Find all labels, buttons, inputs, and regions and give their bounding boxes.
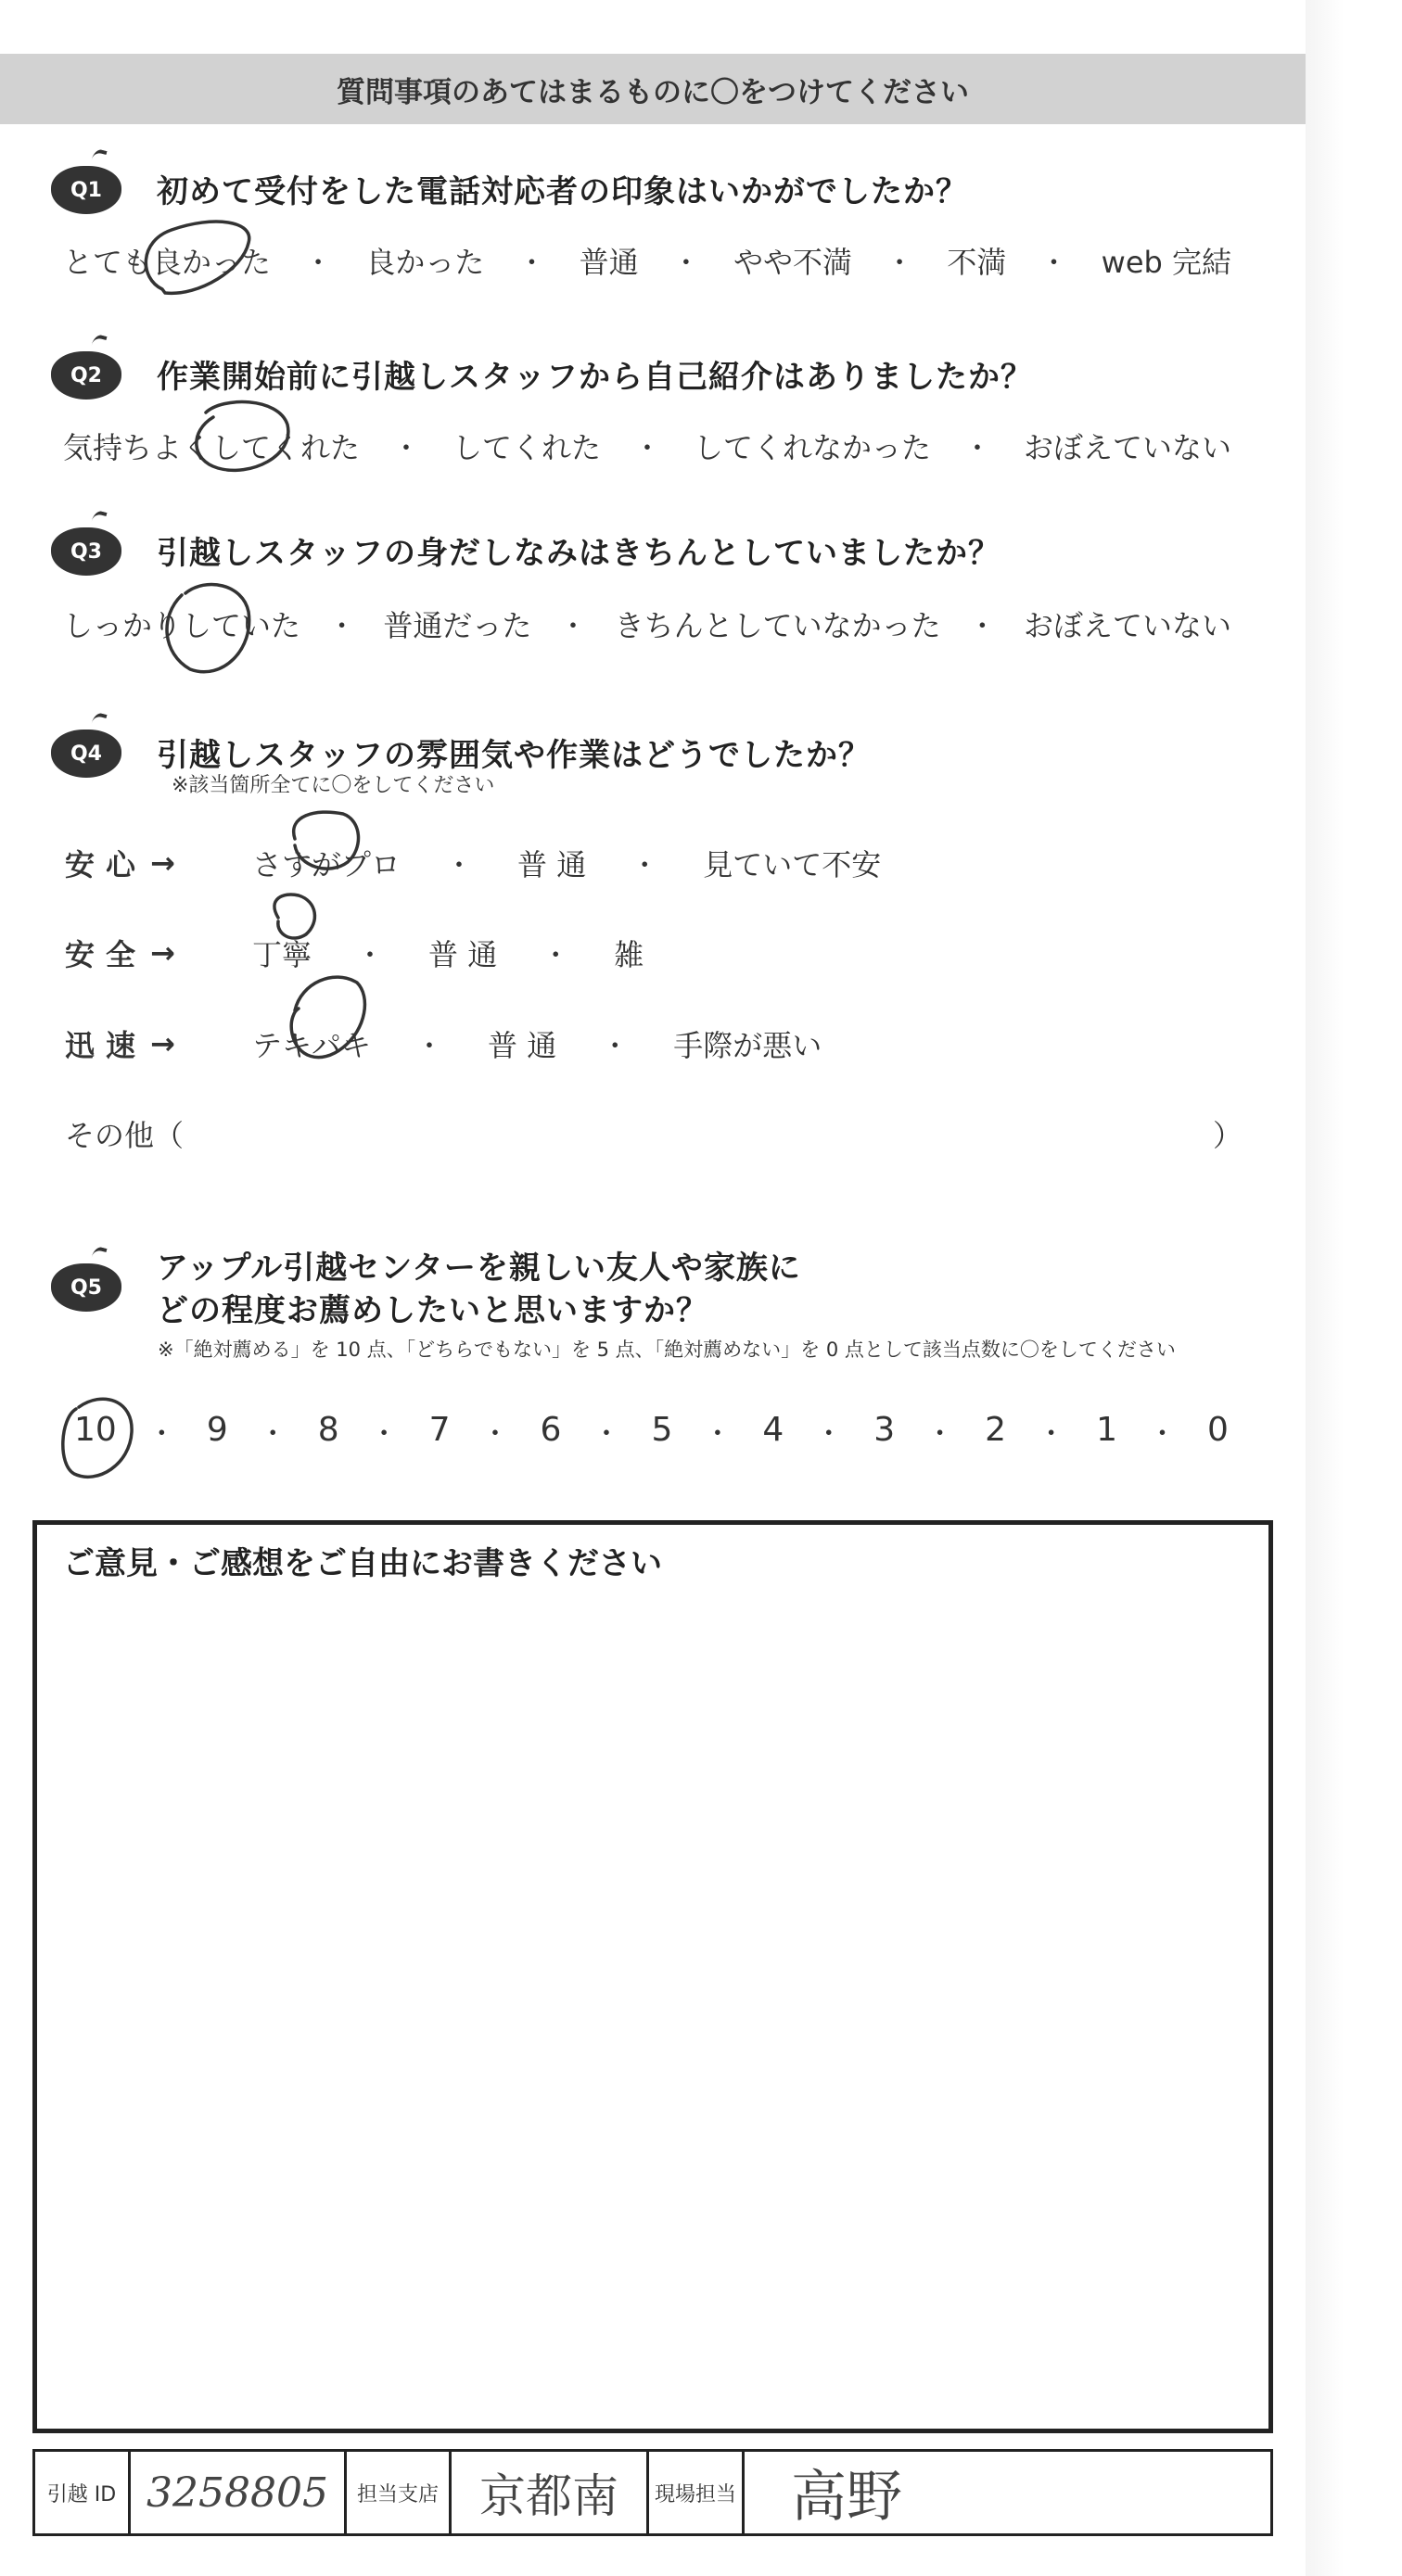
staff-label: 現場担当 [654,2482,736,2506]
question-3 [51,524,1001,576]
arrow-right-icon: → [150,1026,175,1061]
q1-option[interactable]: とても良かった [63,245,272,280]
score-option[interactable]: 6 [540,1411,562,1449]
q4-option[interactable]: 手際が悪い [673,1028,822,1063]
q4-row-label: 安全 [65,937,147,972]
q4-option[interactable]: 普 通 [428,937,498,972]
arrow-right-icon: → [150,845,175,881]
score-option[interactable]: 9 [206,1411,228,1449]
apple-icon: Q1 [51,162,121,214]
q2-option[interactable]: してくれた [452,430,601,465]
q4-row-anzen: 安全 → 丁寧 ・ 普 通 ・ 雑 [65,932,688,974]
move-id-value: 3258805 [147,2468,328,2517]
q4-other-close: ） [1212,1118,1243,1153]
move-id-label: 引越 ID [46,2482,117,2506]
q4-option[interactable]: 丁寧 [252,937,312,972]
q2-option[interactable]: おぼえていない [1023,430,1231,465]
q3-option[interactable]: 普通だった [383,608,532,643]
q4-option[interactable]: さすがプロ [252,847,401,882]
branch-label-cell [347,2452,452,2533]
q4-row-anshin: 安心 → さすがプロ ・ 普 通 ・ 見ていて不安 [65,842,925,884]
q4-option[interactable]: 見ていて不安 [703,847,882,882]
staff-value-cell[interactable] [745,2452,1270,2533]
q1-option[interactable]: web 完結 [1101,245,1231,280]
question-2 [51,348,1033,400]
question-3-text: 引越しスタッフの身だしなみはきちんとしていましたか？ [157,534,1001,572]
q2-option[interactable]: 気持ちよくしてくれた [63,430,361,465]
move-id-label-cell [35,2452,131,2533]
comments-box[interactable] [32,1520,1273,2433]
branch-value-cell[interactable] [452,2452,649,2533]
score-option[interactable]: 8 [317,1411,339,1449]
q5-score-scale: 10 ・ 9 ・ 8 ・ 7 ・ 6 ・ 5 ・ 4 ・ 3 ・ 2 ・ 1 ・ 0 [74,1411,1229,1451]
q4-other-label: その他（ [65,1118,185,1153]
score-option[interactable]: 3 [873,1411,896,1449]
apple-icon: Q3 [51,524,121,576]
score-option[interactable]: 2 [985,1411,1007,1449]
q1-option[interactable]: やや不満 [733,245,852,280]
q3-option[interactable]: しっかりしていた [63,608,301,643]
question-1 [51,162,968,214]
staff-value: 高野 [791,2465,902,2530]
move-id-value-cell[interactable] [131,2452,347,2533]
footer-table [32,2449,1273,2536]
survey-header [0,54,1306,124]
question-5-text-line2: どの程度お薦めしたいと思いますか？ [157,1292,708,1329]
staff-label-cell [649,2452,745,2533]
question-5 [51,1247,801,1332]
q1-option[interactable]: 普通 [579,245,639,280]
apple-icon: Q2 [51,348,121,400]
question-2-text: 作業開始前に引越しスタッフから自己紹介はありましたか？ [157,358,1033,396]
q4-row-label: 迅速 [65,1028,147,1063]
score-option[interactable]: 0 [1206,1411,1229,1449]
score-option[interactable]: 1 [1096,1411,1117,1449]
question-1-text: 初めて受付をした電話対応者の印象はいかがでしたか？ [157,172,968,210]
q4-option[interactable]: 普 通 [488,1028,557,1063]
q3-option[interactable]: きちんとしていなかった [614,608,941,643]
q4-other-row [65,1112,1243,1155]
q2-option[interactable]: してくれなかった [693,430,931,465]
q1-option[interactable]: 良かった [365,245,485,280]
apple-icon: Q4 [51,726,121,778]
question-3-options: しっかりしていた ・ 普通だった ・ きちんとしていなかった ・ おぼえていない [63,603,1231,645]
q1-option[interactable]: 不満 [947,245,1007,280]
score-option[interactable]: 4 [762,1411,784,1449]
arrow-right-icon: → [150,935,175,971]
q4-row-jinsoku: 迅速 → テキパキ ・ 普 通 ・ 手際が悪い [65,1022,866,1065]
question-5-note: ※「絶対薦める」を 10 点、「どちらでもない」を 5 点、「絶対薦めない」を 0 点として該当点数に〇をしてください [158,1339,1176,1361]
survey-header-title: 質問事項のあてはまるものに〇をつけてください [337,75,969,109]
branch-label: 担当支店 [356,2482,439,2506]
branch-value: 京都南 [479,2469,618,2523]
q4-option[interactable]: 雑 [614,937,644,972]
question-2-options: 気持ちよくしてくれた ・ してくれた ・ してくれなかった ・ おぼえていない [63,425,1231,467]
score-option[interactable]: 7 [428,1411,451,1449]
q3-option[interactable]: おぼえていない [1023,608,1231,643]
score-option[interactable]: 10 [74,1411,117,1449]
scan-edge-shadow [1306,0,1402,2576]
score-option[interactable]: 5 [651,1411,673,1449]
q4-row-label: 安心 [65,847,147,882]
question-4-text: 引越しスタッフの雰囲気や作業はどうでしたか？ [157,736,871,774]
question-5-text-line1: アップル引越センターを親しい友人や家族に [157,1250,801,1287]
comments-title: ご意見・ご感想をご自由にお書きください [63,1545,662,1582]
apple-icon: Q5 [51,1260,121,1312]
question-4-note: ※該当箇所全てに〇をしてください [172,774,495,797]
q4-option[interactable]: 普 通 [517,847,587,882]
question-1-options: とても良かった ・ 良かった ・ 普通 ・ やや不満 ・ 不満 ・ web 完結 [63,239,1231,282]
q4-option[interactable]: テキパキ [252,1028,372,1063]
